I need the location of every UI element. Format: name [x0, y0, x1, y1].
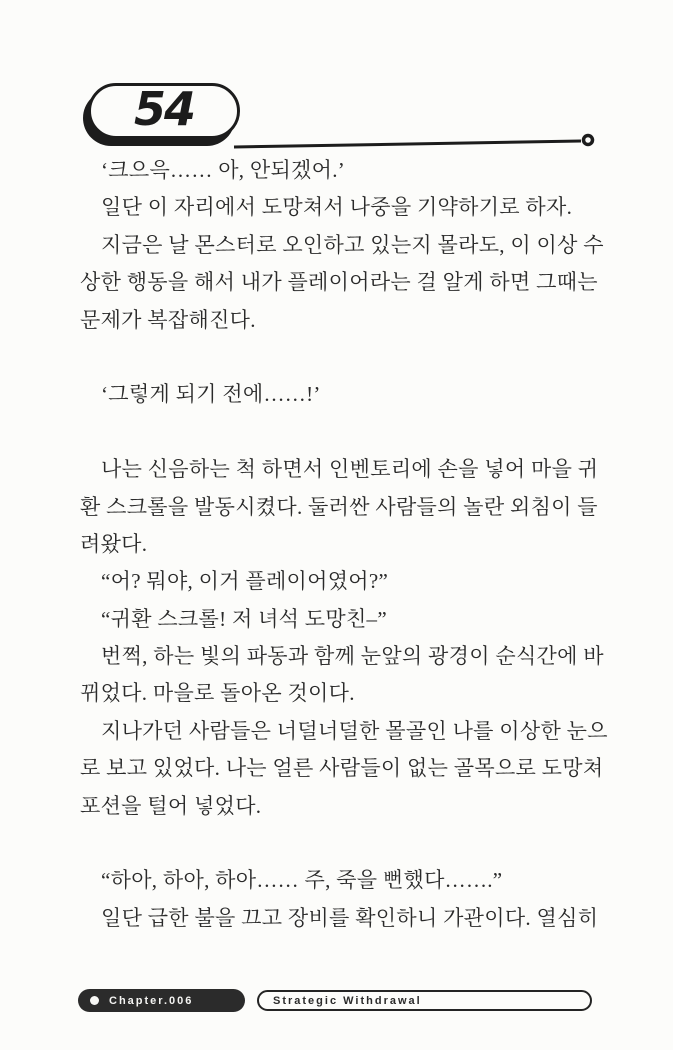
text-line: 나는 신음하는 척 하면서 인벤토리에 손을 넣어 마을 귀	[101, 457, 599, 482]
text-line: “어? 뭐야, 이거 플레이어였어?”	[101, 569, 389, 594]
blank-line	[80, 414, 605, 451]
text-line: 지나가던 사람들은 너덜너덜한 몰골인 나를 이상한 눈으	[101, 718, 608, 743]
text-line: 문제가 복잡해진다.	[80, 307, 256, 332]
chapter-title-badge	[257, 990, 592, 1011]
header-rule-end-ring-icon	[584, 136, 593, 145]
text-line: 상한 행동을 해서 내가 플레이어라는 걸 알게 하면 그때는	[80, 270, 598, 295]
bullet-dot-icon	[90, 996, 99, 1005]
text-line: 환 스크롤을 발동시켰다. 둘러싼 사람들의 놀란 외침이 들	[80, 494, 598, 519]
text-line: 뀌었다. 마을로 돌아온 것이다.	[80, 681, 355, 706]
text-line: 지금은 날 몬스터로 오인하고 있는지 몰라도, 이 이상 수	[101, 232, 604, 257]
header-rule	[0, 0, 673, 170]
page-number-badge	[88, 83, 240, 139]
text-line: ‘크으윽…… 아, 안되겠어.’	[101, 158, 346, 182]
text-line: ‘그렇게 되기 전에……!’	[101, 382, 321, 407]
body-text	[80, 152, 608, 937]
chapter-title: Strategic Withdrawal	[273, 994, 422, 1007]
blank-line	[80, 339, 605, 376]
chapter-label: Chapter.006	[109, 994, 194, 1007]
page-number: 54	[133, 82, 194, 136]
text-line: 번쩍, 하는 빛의 파동과 함께 눈앞의 광경이 순식간에 바	[101, 644, 604, 669]
chapter-badge	[78, 989, 245, 1012]
text-line: 려왔다.	[80, 531, 148, 556]
text-line: 로 보고 있었다. 나는 얼른 사람들이 없는 골목으로 도망쳐	[80, 756, 604, 781]
header-rule-line	[234, 141, 581, 147]
blank-line	[80, 825, 605, 862]
text-line: “귀환 스크롤! 저 녀석 도망친–”	[101, 606, 387, 631]
text-line: 일단 급한 불을 끄고 장비를 확인하니 가관이다. 열심히	[101, 905, 599, 930]
text-line: “하아, 하아, 하아…… 주, 죽을 뻔했다…….”	[101, 868, 503, 893]
text-line: 일단 이 자리에서 도망쳐서 나중을 기약하기로 하자.	[101, 195, 573, 220]
text-line: 포션을 털어 넣었다.	[80, 793, 262, 818]
